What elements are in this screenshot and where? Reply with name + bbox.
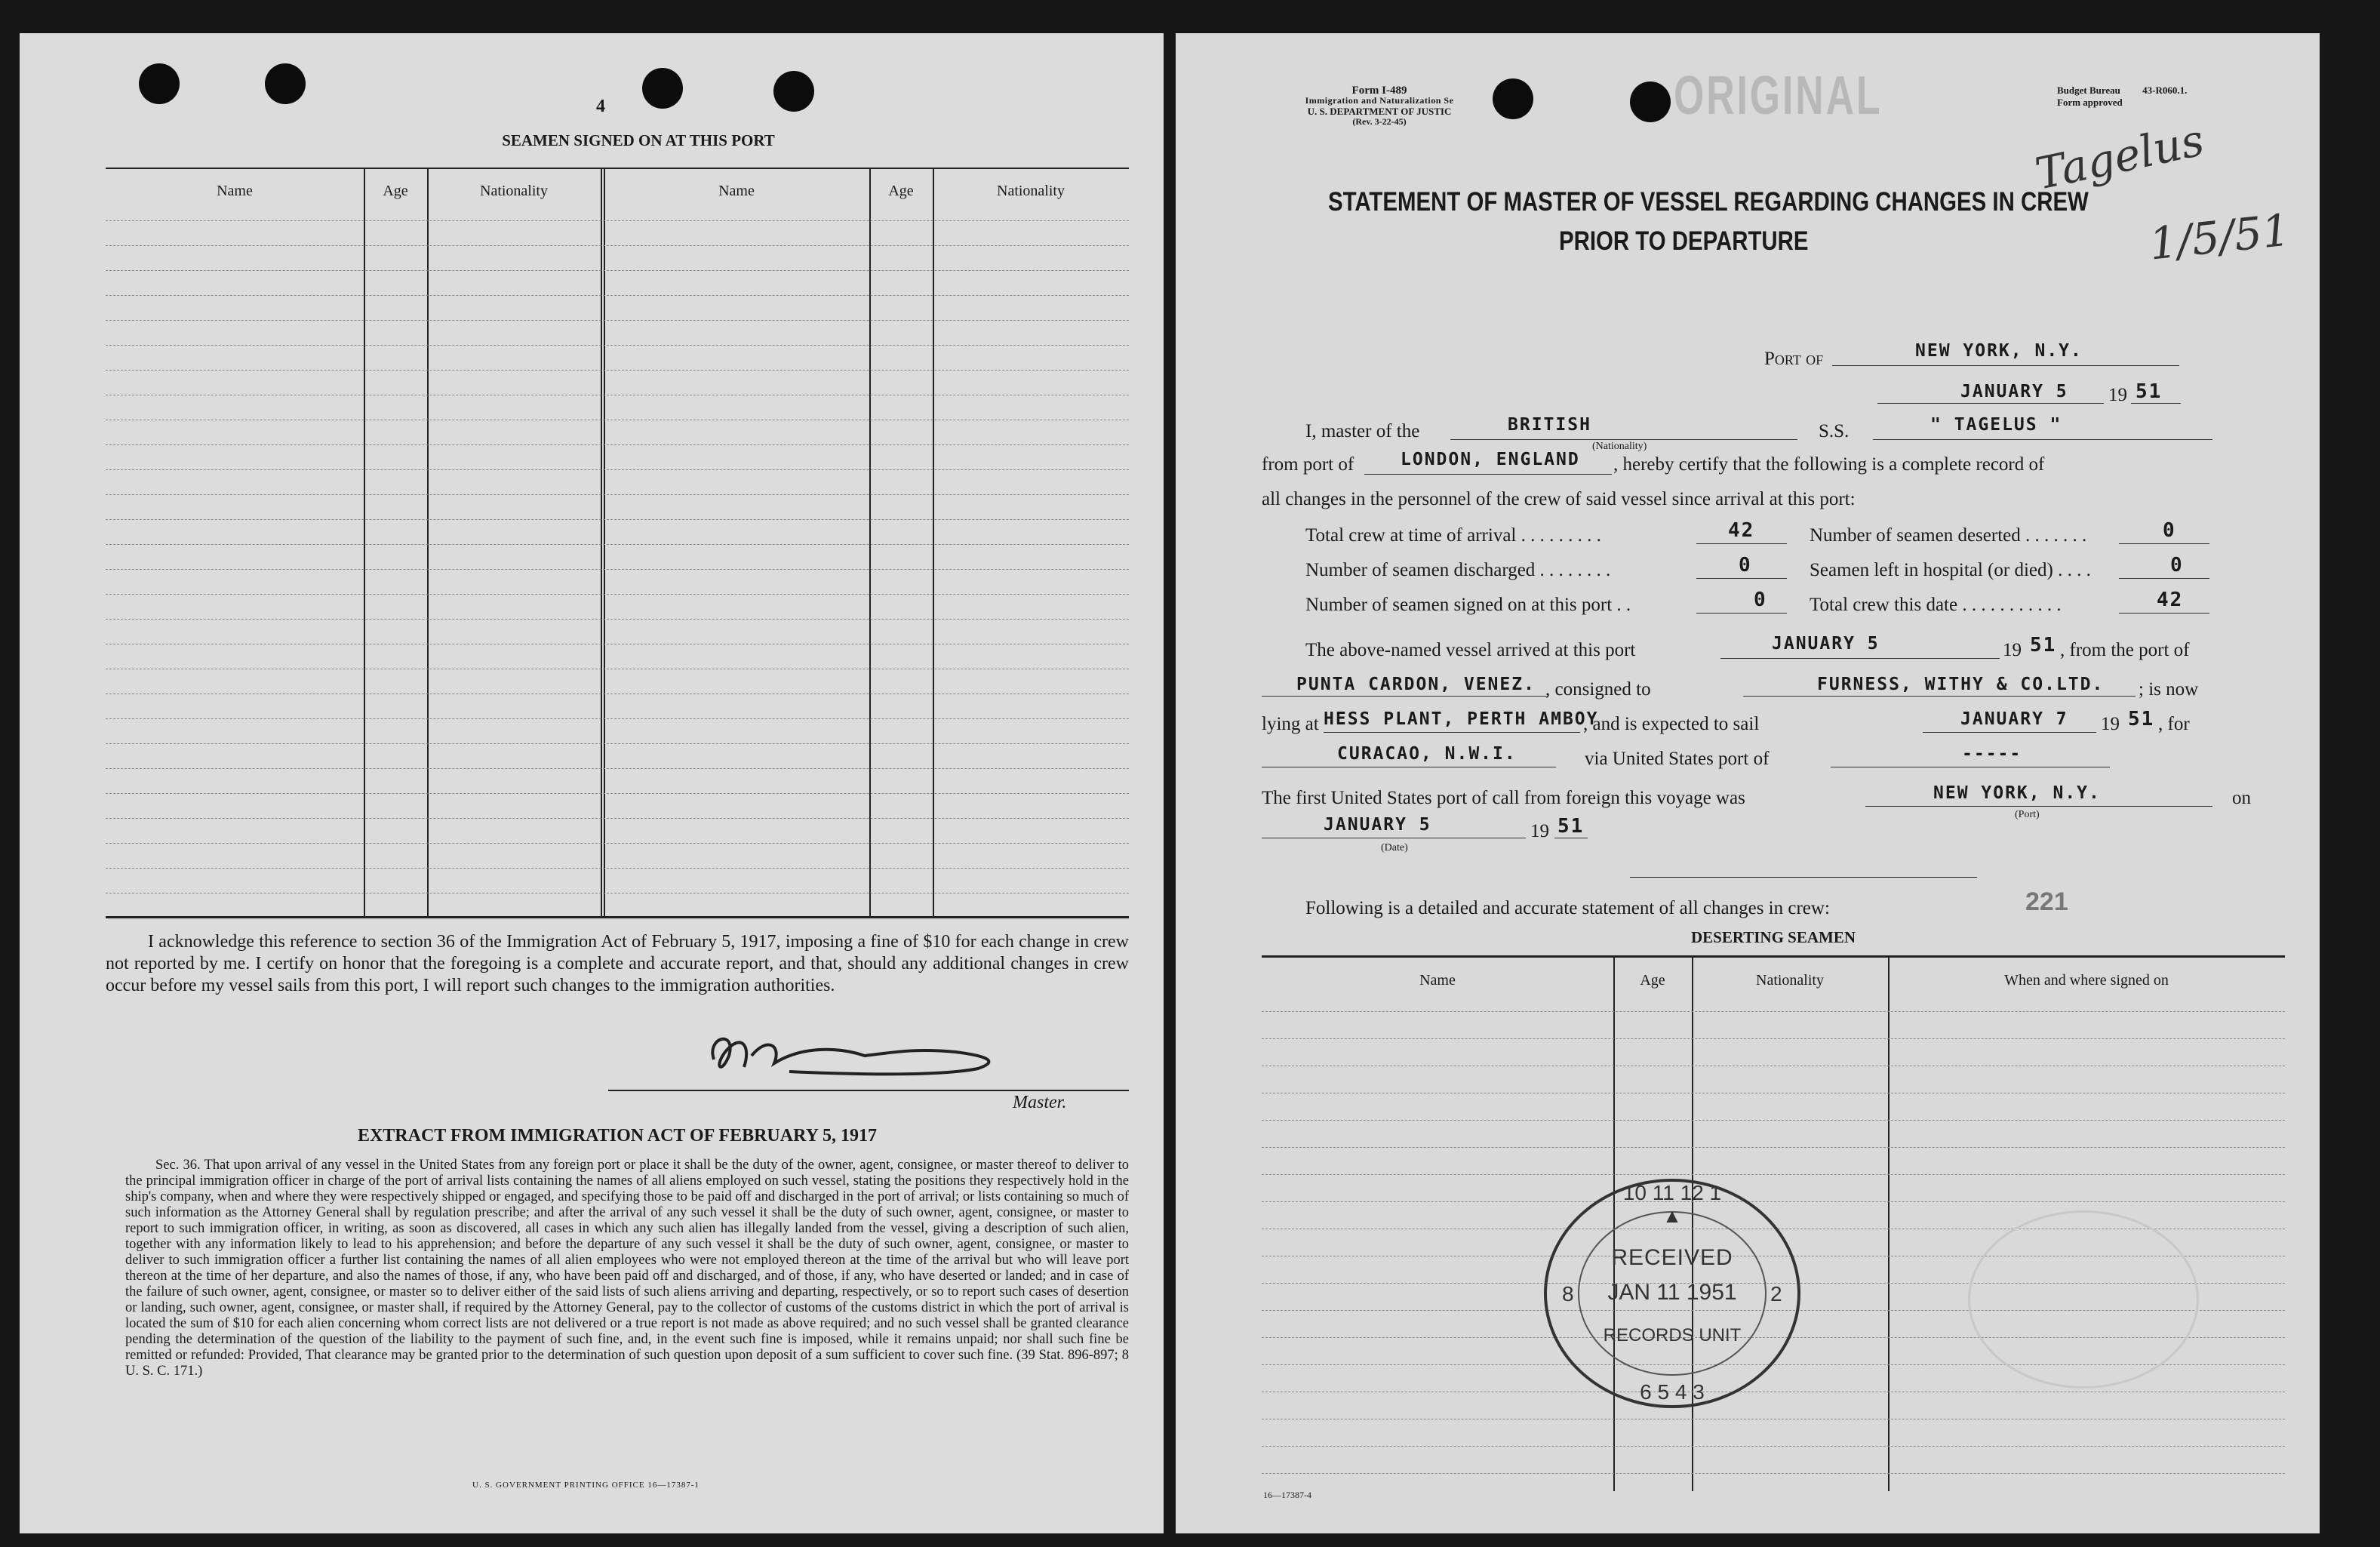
- master-label: Master.: [1013, 1093, 1067, 1112]
- handwritten-date: 1/5/51: [2146, 204, 2292, 270]
- table-row-line: [1262, 1446, 2285, 1447]
- right-page: [1176, 33, 2320, 1533]
- table-row-line: [106, 444, 1129, 445]
- first-port-value: NEW YORK, N.Y.: [1933, 783, 2101, 803]
- punch-hole: [265, 63, 306, 104]
- svg-text:▲: ▲: [1662, 1205, 1682, 1227]
- table-row-line: [106, 544, 1129, 545]
- first-port-text: The first United States port of call from foreign this voyage was: [1262, 788, 1745, 808]
- table-row-line: [106, 619, 1129, 620]
- handwritten-name: Tagelus: [2031, 114, 2209, 200]
- certify-text-2: all changes in the personnel of the crew of said vessel since arrival at this port:: [1262, 489, 1856, 509]
- table-row-line: [106, 469, 1129, 470]
- signed-on-label: Number of seamen signed on at this port . .: [1305, 595, 1631, 615]
- discharged-value: 0: [1739, 554, 1752, 577]
- table-row-line: [106, 320, 1129, 321]
- stamp-received: RECEIVED: [1611, 1245, 1733, 1270]
- date-caption: (Date): [1381, 842, 1408, 853]
- deserted-value: 0: [2163, 519, 2176, 542]
- table-row-line: [106, 868, 1129, 869]
- certify-text: , hereby certify that the following is a complete record of: [1613, 454, 2045, 475]
- page-number: 4: [596, 97, 605, 116]
- table-row-line: [106, 743, 1129, 744]
- table-row-line: [106, 594, 1129, 595]
- lying-at-label: lying at: [1262, 714, 1319, 734]
- nationality-caption: (Nationality): [1592, 441, 1647, 452]
- table-row-line: [106, 768, 1129, 769]
- table-row-line: [106, 843, 1129, 844]
- master-of-label: I, master of the: [1305, 421, 1420, 441]
- deserted-label: Number of seamen deserted . . . . . . .: [1810, 525, 2087, 546]
- table-row-line: [106, 569, 1129, 570]
- table-row-line: [106, 370, 1129, 371]
- table-row-line: [1262, 1473, 2285, 1474]
- first-port-year-prefix: 19: [1530, 821, 1549, 841]
- first-port-year: 51: [1557, 815, 1585, 838]
- on-label: on: [2232, 788, 2251, 808]
- nationality-value: BRITISH: [1508, 415, 1591, 435]
- year-value: 51: [2136, 380, 2163, 403]
- extract-title: EXTRACT FROM IMMIGRATION ACT OF FEBRUARY 5, 1917: [357, 1126, 878, 1146]
- table-row-line: [106, 519, 1129, 520]
- col-header-signed-on: When and where signed on: [2004, 972, 2169, 989]
- table-row-line: [1262, 1147, 2285, 1148]
- form-title-2: PRIOR TO DEPARTURE: [1559, 226, 1809, 256]
- hospital-value: 0: [2170, 554, 2184, 577]
- sail-year-prefix: 19: [2101, 714, 2120, 734]
- from-port-value: LONDON, ENGLAND: [1401, 450, 1580, 469]
- signed-on-title: SEAMEN SIGNED ON AT THIS PORT: [502, 131, 775, 149]
- discharged-label: Number of seamen discharged . . . . . . . .: [1305, 560, 1611, 580]
- col-header-age: Age: [1640, 972, 1665, 989]
- from-port-label: from port of: [1262, 454, 1355, 475]
- form-approved: Form approved: [2057, 97, 2123, 108]
- table-row-line: [106, 818, 1129, 819]
- consignee: FURNESS, WITHY & CO.LTD.: [1817, 675, 2105, 694]
- master-signature: [669, 1014, 1121, 1097]
- ship-name: " TAGELUS ": [1930, 415, 2062, 435]
- col-header-age: Age: [383, 183, 408, 199]
- agency-line-1: Immigration and Naturalization Se: [1305, 95, 1454, 106]
- berth: HESS PLANT, PERTH AMBOY: [1324, 709, 1599, 729]
- stamp-number: 221: [2025, 887, 2068, 916]
- arrived-date: JANUARY 5: [1772, 634, 1880, 654]
- col-header-nationality: Nationality: [480, 183, 548, 199]
- punch-hole: [773, 71, 814, 112]
- total-arrival-value: 42: [1728, 519, 1755, 542]
- col-header-name: Name: [217, 183, 253, 199]
- svg-text:10 11 12 1: 10 11 12 1: [1622, 1181, 1722, 1204]
- arrived-year: 51: [2030, 634, 2057, 657]
- arrived-year-prefix: 19: [2003, 640, 2022, 660]
- via-value: -----: [1962, 744, 2022, 764]
- sail-year: 51: [2128, 708, 2155, 730]
- svg-text:8: 8: [1562, 1282, 1574, 1306]
- total-date-value: 42: [2157, 589, 2184, 611]
- printer-line: U. S. GOVERNMENT PRINTING OFFICE 16—17387-1: [472, 1481, 700, 1490]
- punch-hole: [139, 63, 180, 104]
- col-header-age-2: Age: [888, 183, 914, 199]
- port-caption: (Port): [2015, 809, 2040, 820]
- budget-line: Budget Bureau 43-R060.1.: [2057, 85, 2188, 96]
- col-header-name-2: Name: [718, 183, 755, 199]
- table-row-line: [1262, 1120, 2285, 1121]
- table-row-line: [106, 345, 1129, 346]
- from-the-port-label: , from the port of: [2060, 640, 2190, 660]
- table-row-line: [106, 220, 1129, 221]
- destination: CURACAO, N.W.I.: [1337, 744, 1517, 764]
- sail-date: JANUARY 7: [1960, 709, 2068, 729]
- table-row-line: [106, 245, 1129, 246]
- total-date-label: Total crew this date . . . . . . . . . . .: [1810, 595, 2062, 615]
- table-row-line: [1262, 1011, 2285, 1012]
- table-row-line: [106, 270, 1129, 271]
- table-row-line: [106, 793, 1129, 794]
- col-header-nationality: Nationality: [1756, 972, 1824, 989]
- faint-stamp: [1968, 1210, 2199, 1389]
- svg-text:2: 2: [1770, 1282, 1782, 1306]
- footer-code: 16—17387-4: [1263, 1490, 1311, 1500]
- original-stamp: ORIGINAL: [1674, 66, 1883, 126]
- total-arrival-label: Total crew at time of arrival . . . . . . . . .: [1305, 525, 1601, 546]
- ss-label: S.S.: [1819, 421, 1850, 441]
- revision: (Rev. 3-22-45): [1352, 116, 1407, 127]
- stamp-records-unit: RECORDS UNIT: [1603, 1325, 1742, 1346]
- expected-sail-label: , and is expected to sail: [1583, 714, 1760, 734]
- punch-hole: [642, 68, 683, 109]
- table-row-line: [106, 494, 1129, 495]
- port-label: Port of: [1764, 349, 1824, 369]
- arrived-text: The above-named vessel arrived at this port: [1305, 640, 1636, 660]
- date-value: JANUARY 5: [1960, 382, 2068, 401]
- table-row-line: [1262, 1038, 2285, 1039]
- stamp-date: JAN 11 1951: [1607, 1280, 1737, 1305]
- left-page: [20, 33, 1164, 1533]
- first-port-date: JANUARY 5: [1324, 815, 1431, 835]
- punch-hole: [1630, 82, 1671, 122]
- is-now-label: ; is now: [2139, 679, 2199, 700]
- col-header-name: Name: [1419, 972, 1456, 989]
- hospital-label: Seamen left in hospital (or died) . . . .: [1810, 560, 2091, 580]
- signed-on-value: 0: [1754, 589, 1767, 611]
- table-row-line: [106, 718, 1129, 719]
- form-title-1: STATEMENT OF MASTER OF VESSEL REGARDING CHANGES IN CREW: [1328, 187, 2089, 217]
- svg-text:6 5 4 3: 6 5 4 3: [1640, 1380, 1705, 1404]
- agency-line-2: U. S. DEPARTMENT OF JUSTIC: [1307, 106, 1452, 117]
- via-label: via United States port of: [1585, 749, 1770, 769]
- acknowledgement-text: I acknowledge this reference to section 36 of the Immigration Act of February 5, 1917, imposing a fine of $10 for each change in crew not reported by me. I certify on honor that the foregoing is a complete and accurate report, and that, should any additional changes in crew occur before my vessel sails from this port, I will report such changes to the immigration authorities.: [106, 932, 1129, 995]
- form-id: Form I-489: [1351, 85, 1407, 97]
- year-prefix: 19: [2108, 385, 2127, 405]
- extract-text: Sec. 36. That upon arrival of any vessel in the United States from any foreign port or place it shall be the duty of the owner, agent, consignee, or master thereof to deliver to the principal immigration officer in charge of the port of arrival lists containing the names of all aliens employed on such vessel, stating the positions they respectively hold in the ship's company, when and where they were respectively shipped or engaged, and specifying those to be paid off and discharged in the port of arrival; or lists containing so much of such information as the Attorney General shall by regulation prescribe; and after the arrival of any such vessel it shall be the duty of such owner, agent, consignee, or master to report to such immigration officer, in writing, as soon as discovered, all cases in which any such alien has illegally landed from the vessel, giving a description of such alien, together with any information likely to lead to his apprehension; and before the departure of any such vessel it shall be the duty of such owner, agent, consignee, or master to deliver to such immigration officer a further list containing the names of all alien employees who were not employed thereon at the time of the arrival but who will leave port thereon at the time of her departure, and also the names of those, if any, who have been paid off and discharged, and of those, if any, who have deserted or landed; and in case of the failure of such owner, agent, consignee, or master so to deliver either of the said lists of such aliens arriving and departing, respectively, or so to report such cases of desertion or landing, such owner, agent, consignee, or master shall, if required by the Attorney General, pay to the collector of customs of the customs district in which the port of arrival is located the sum of $10 for each alien concerning whom correct lists are not delivered or a true report is not made as above required; and no such vessel shall be granted clearance pending the determination of the question of the liability to the payment of such fine, and, in the event such fine is imposed, while it remains unpaid; nor shall such fine be remitted or refunded: Provided, That clearance may be granted prior to the determination of such question upon deposit of a sum sufficient to cover such fine. (39 Stat. 896-897; 8 U. S. C. 171.): [125, 1158, 1129, 1379]
- previous-port: PUNTA CARDON, VENEZ.: [1296, 675, 1536, 694]
- consigned-to-label: , consigned to: [1545, 679, 1651, 700]
- col-header-nationality-2: Nationality: [997, 183, 1065, 199]
- for-label: , for: [2158, 714, 2190, 734]
- following-text: Following is a detailed and accurate statement of all changes in crew:: [1305, 898, 1830, 918]
- deserting-title: DESERTING SEAMEN: [1690, 928, 1856, 946]
- table-row-line: [106, 295, 1129, 296]
- port-value: NEW YORK, N.Y.: [1915, 341, 2083, 361]
